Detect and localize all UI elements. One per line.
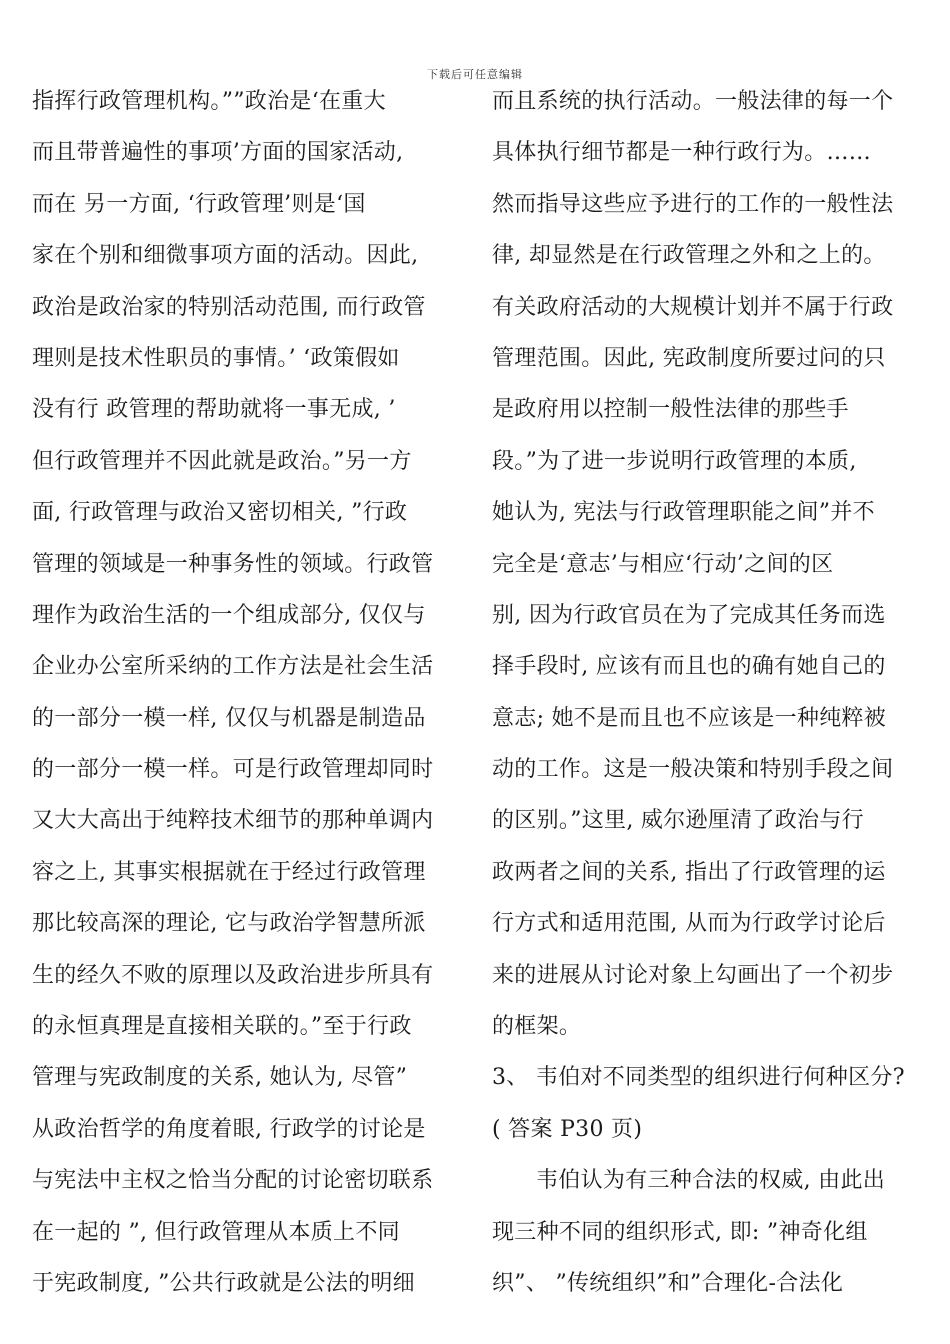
text-line: 是政府用以控制一般性法律的那些手 <box>492 397 849 423</box>
text-line: 现三种不同的组织形式, 即: ”神奇化组 <box>492 1219 868 1245</box>
text-line: 理作为政治生活的一个组成部分, 仅仅与 <box>32 602 426 628</box>
text-line: 管理范围。因此, 宪政制度所要过问的只 <box>492 345 886 371</box>
page-header-note: 下载后可任意编辑 <box>427 68 523 81</box>
text-line: 具体执行细节都是一种行政行为。…… <box>492 140 872 166</box>
text-line: 而在 另一方面, ‘行政管理’则是‘国 <box>32 191 366 217</box>
text-line: 有关政府活动的大规模计划并不属于行政 <box>492 294 894 320</box>
text-line: 意志; 她不是而且也不应该是一种纯粹被 <box>492 705 887 731</box>
text-line: 在一起的 ”, 但行政管理从本质上不同 <box>32 1219 400 1245</box>
text-line: 完全是‘意志’与相应‘行动’之间的区 <box>492 551 834 577</box>
left-text-column <box>32 76 462 1309</box>
text-line: 家在个别和细微事项方面的活动。因此, <box>32 243 419 269</box>
text-line: 而且系统的执行活动。一般法律的每一个 <box>492 89 894 114</box>
text-line: 她认为, 宪法与行政管理职能之间”并不 <box>492 500 875 526</box>
text-line: 指挥行政管理机构。””政治是‘在重大 <box>32 89 386 114</box>
text-line: 那比较高深的理论, 它与政治学智慧所派 <box>32 911 426 937</box>
text-line: 容之上, 其事实根据就在于经过行政管理 <box>32 859 426 885</box>
text-line: 生的经久不败的原理以及政治进步所具有 <box>32 962 434 988</box>
text-line: 于宪政制度, ”公共行政就是公法的明细 <box>32 1270 415 1296</box>
text-line: 动的工作。这是一般决策和特别手段之间 <box>492 757 894 783</box>
text-line: 的一部分一模一样。可是行政管理却同时 <box>32 757 434 783</box>
text-line: 别, 因为行政官员在为了完成其任务而选 <box>492 602 886 628</box>
text-line: ( 答案 P30 页) <box>492 1116 643 1142</box>
text-line: 的一部分一模一样, 仅仅与机器是制造品 <box>32 705 426 731</box>
text-line: 从政治哲学的角度着眼, 行政学的讨论是 <box>32 1116 426 1142</box>
text-line: 段。”为了进一步说明行政管理的本质, <box>492 448 857 474</box>
text-line: 政治是政治家的特别活动范围, 而行政管 <box>32 294 426 320</box>
text-line: 织”、 ”传统组织”和”合理化-合法化 <box>492 1270 844 1296</box>
text-line: 但行政管理并不因此就是政治。”另一方 <box>32 448 412 474</box>
text-line: 没有行 政管理的帮助就将一事无成, ’ <box>32 397 396 423</box>
text-line: 与宪法中主权之恰当分配的讨论密切联系 <box>32 1168 434 1194</box>
text-line: 企业办公室所采纳的工作方法是社会生活 <box>32 654 434 680</box>
text-line: 管理的领域是一种事务性的领域。行政管 <box>32 551 434 577</box>
right-text-column <box>492 76 922 1309</box>
text-line: 择手段时, 应该有而且也的确有她自己的 <box>492 654 886 680</box>
text-line: 来的进展从讨论对象上勾画出了一个初步 <box>492 962 894 988</box>
text-line: 又大大高出于纯粹技术细节的那种单调内 <box>32 808 434 834</box>
text-line: 的永恒真理是直接相关联的。”至于行政 <box>32 1014 412 1040</box>
text-line: 面, 行政管理与政治又密切相关, ”行政 <box>32 500 408 526</box>
text-line: 3、 韦伯对不同类型的组织进行何种区分? <box>492 1065 905 1091</box>
text-line: 的框架。 <box>492 1014 582 1040</box>
text-line: 律, 却显然是在行政管理之外和之上的。 <box>492 243 886 269</box>
text-line: 然而指导这些应予进行的工作的一般性法 <box>492 191 894 217</box>
text-line: 的区别。”这里, 威尔逊厘清了政治与行 <box>492 808 864 834</box>
text-line: 韦伯认为有三种合法的权威, 由此出 <box>536 1168 886 1194</box>
text-line: 政两者之间的关系, 指出了行政管理的运 <box>492 859 886 885</box>
text-line: 管理与宪政制度的关系, 她认为, 尽管” <box>32 1065 408 1091</box>
text-line: 而且带普遍性的事项’方面的国家活动, <box>32 140 404 166</box>
text-line: 理则是技术性职员的事情。’ ‘政策假如 <box>32 345 400 371</box>
text-line: 行方式和适用范围, 从而为行政学讨论后 <box>492 911 886 937</box>
